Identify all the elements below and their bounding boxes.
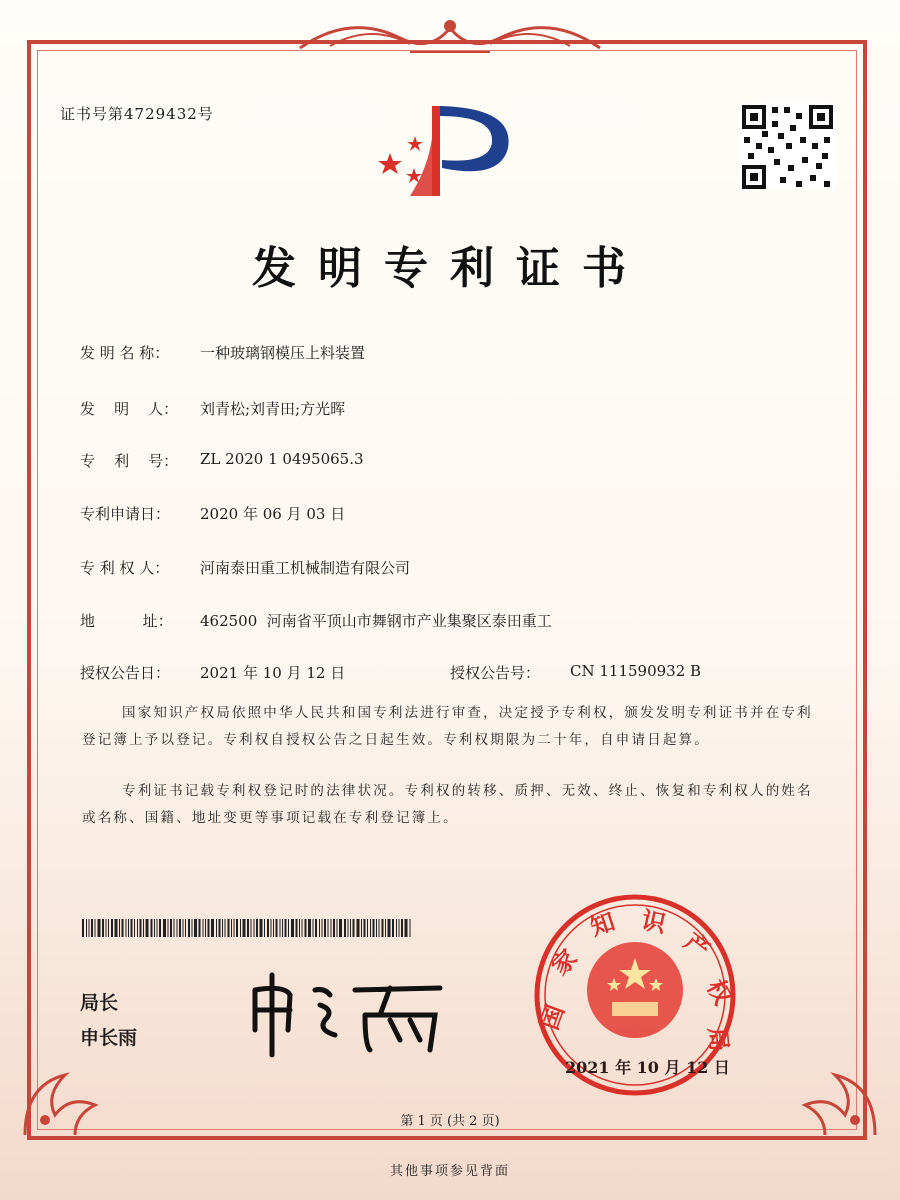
field-label: 授权公告号： [450,664,541,682]
paragraph-legal-status: 专利证书记载专利权登记时的法律状况。专利权的转移、质押、无效、终止、恢复和专利权人的姓名或名称、国籍、地址变更等事项记载在专利登记簿上。 [82,783,813,826]
signature-icon [240,960,460,1060]
field-value: 河南泰田重工机械制造有限公司 [200,559,411,577]
field-label: 专利申请日： [80,505,171,523]
field-label: 发 明 名 称： [80,344,170,362]
field-value: 2021 年 10 月 12 日 [200,664,346,682]
field-patentee [80,557,410,578]
seal-date: 2021 年 10 月 12 日 [565,1058,730,1077]
field-address [80,610,552,631]
barcode-icon [82,919,414,937]
qr-code-icon [740,103,835,191]
field-value: 462500 河南省平顶山市舞钢市产业集聚区泰田重工 [200,612,552,630]
officer-name: 申长雨 [80,1027,138,1049]
field-grant-date [80,662,345,683]
field-value: CN 111590932 B [570,662,702,680]
field-value: 刘青松;刘青田;方光晖 [200,400,346,418]
svg-text:产: 产 [678,927,716,965]
field-label: 授权公告日： [80,664,171,682]
field-invention-name [80,342,365,363]
page-number: 第 1 页 (共 2 页) [400,1114,500,1129]
field-announcement-number [450,662,701,683]
svg-text:权: 权 [701,975,738,1010]
officer-title: 局长 [80,992,119,1014]
field-label: 地 址： [80,612,173,630]
svg-text:国: 国 [535,1001,570,1034]
field-label: 发 明 人： [80,400,179,418]
svg-text:家: 家 [545,943,583,981]
field-label: 专 利 权 人： [80,559,170,577]
field-label: 专 利 号： [80,452,179,470]
top-ornament [290,8,610,60]
field-value: ZL 2020 1 0495065.3 [200,450,364,468]
field-inventors [80,398,345,419]
field-patent-number [80,450,364,471]
svg-text:局: 局 [702,1026,733,1053]
page-title: 发明专利证书 [252,243,648,294]
field-application-date [80,503,345,524]
cnipa-logo-icon [370,98,520,198]
svg-text:知: 知 [586,907,619,942]
svg-text:识: 识 [639,905,669,939]
field-value: 2020 年 06 月 03 日 [200,505,346,523]
field-value: 一种玻璃钢模压上料装置 [200,344,366,362]
paragraph-grant-notice: 国家知识产权局依照中华人民共和国专利法进行审查，决定授予专利权，颁发发明专利证书并在专利登记簿上予以登记。专利权自授权公告之日起生效。专利权期限为二十年，自申请日起算。 [82,705,813,748]
back-note: 其他事项参见背面 [389,1164,510,1179]
certificate-number: 证书号第4729432号 [60,105,214,123]
